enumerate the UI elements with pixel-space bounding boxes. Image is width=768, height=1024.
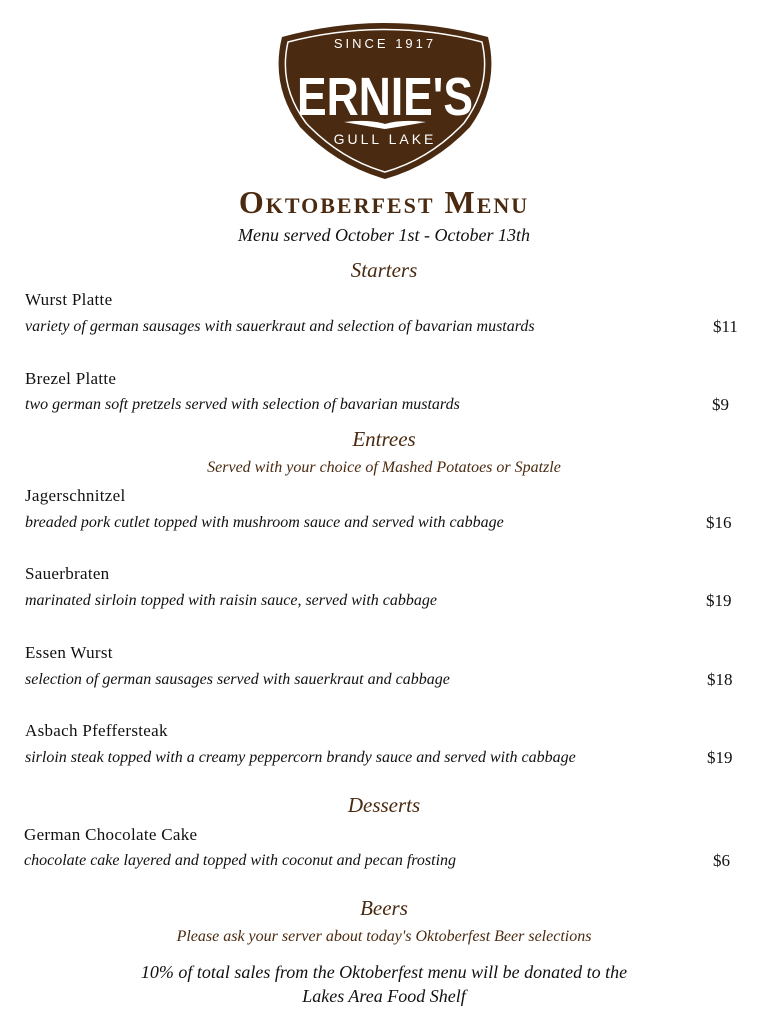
menu-dates: Menu served October 1st - October 13th — [238, 225, 530, 245]
item-description: sirloin steak topped with a creamy peppercorn brandy sauce and served with cabbage — [25, 749, 576, 766]
donation-note-line1: 10% of total sales from the Oktoberfest menu will be donated to the — [140, 962, 628, 982]
section-heading-entrees: Entrees — [352, 427, 416, 451]
item-name: Asbach Pfeffersteak — [25, 721, 168, 740]
item-price: $19 — [707, 748, 733, 767]
item-name: Wurst Platte — [25, 290, 113, 309]
section-heading-desserts: Desserts — [347, 793, 421, 817]
item-name: Jagerschnitzel — [25, 486, 126, 505]
item-price: $18 — [707, 670, 733, 689]
item-price: $19 — [706, 591, 732, 610]
logo-location-text: GULL LAKE — [333, 131, 437, 147]
item-name: German Chocolate Cake — [24, 825, 198, 844]
beers-note: Please ask your server about today's Oktoberfest Beer selections — [176, 928, 592, 945]
item-name: Brezel Platte — [25, 369, 117, 388]
section-heading-starters: Starters — [350, 258, 418, 282]
item-description: marinated sirloin topped with raisin sauce, served with cabbage — [25, 592, 437, 609]
item-price: $6 — [713, 851, 730, 870]
item-description: two german soft pretzels served with selection of bavarian mustards — [25, 396, 460, 413]
donation-note-line2: Lakes Area Food Shelf — [302, 986, 466, 1006]
ernies-logo — [274, 15, 496, 181]
item-price: $16 — [706, 513, 732, 532]
item-price: $11 — [713, 317, 738, 336]
item-description: variety of german sausages with sauerkraut and selection of bavarian mustards — [25, 318, 535, 335]
logo-since-text: SINCE 1917 — [333, 36, 437, 51]
section-heading-beers: Beers — [360, 896, 408, 920]
item-name: Sauerbraten — [25, 564, 110, 583]
item-description: breaded pork cutlet topped with mushroom sauce and served with cabbage — [25, 514, 504, 531]
menu-title: Oktoberfest Menu — [238, 184, 530, 220]
item-name: Essen Wurst — [25, 643, 113, 662]
item-description: selection of german sausages served with sauerkraut and cabbage — [25, 671, 450, 688]
item-description: chocolate cake layered and topped with coconut and pecan frosting — [24, 852, 457, 869]
logo-name-text: ERNIE'S — [297, 67, 473, 127]
item-price: $9 — [712, 395, 729, 414]
entrees-side-note: Served with your choice of Mashed Potatoes or Spatzle — [207, 459, 561, 476]
